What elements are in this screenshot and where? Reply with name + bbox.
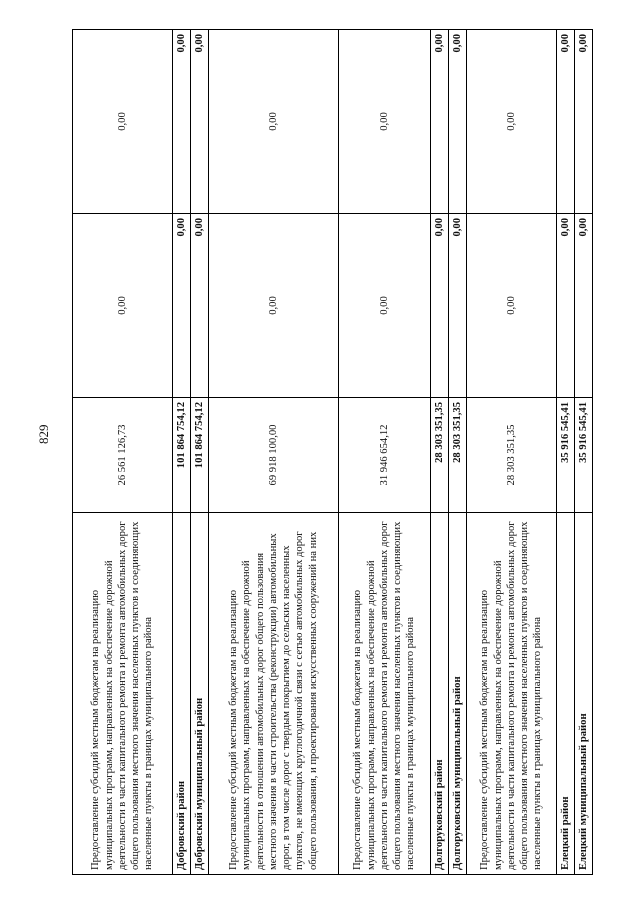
row-value-3: 0,00 <box>339 30 431 214</box>
page-number: 829 <box>36 424 51 444</box>
table-row <box>73 30 173 875</box>
row-value-3: 0,00 <box>173 30 191 214</box>
table-row <box>191 30 209 875</box>
table-row <box>209 30 339 875</box>
row-value-2: 0,00 <box>575 214 593 398</box>
row-value-1: 101 864 754,12 <box>173 398 191 513</box>
row-value-3: 0,00 <box>209 30 339 214</box>
budget-table <box>72 29 593 875</box>
table-row <box>173 30 191 875</box>
table-row <box>467 30 557 875</box>
row-value-2: 0,00 <box>449 214 467 398</box>
row-value-1: 69 918 100,00 <box>209 398 339 513</box>
row-value-3: 0,00 <box>431 30 449 214</box>
row-description: Предоставление субсидий местным бюджетам на реализацию муниципальных программ, направленных на обеспечение дорожной деятельности в части капитального ремонта и ремонта автомобильных дорог общего пользования местного значения населенных пунктов и соединяющих населенные пункты в границах муниципального района <box>339 513 431 875</box>
row-value-3: 0,00 <box>557 30 575 214</box>
rotated-table-container <box>72 30 589 875</box>
row-value-2: 0,00 <box>557 214 575 398</box>
row-value-1: 35 916 545,41 <box>557 398 575 513</box>
row-value-3: 0,00 <box>73 30 173 214</box>
row-value-1: 26 561 126,73 <box>73 398 173 513</box>
row-description: Елецкий муниципальный район <box>575 513 593 875</box>
row-value-1: 101 864 754,12 <box>191 398 209 513</box>
row-description: Предоставление субсидий местным бюджетам на реализацию муниципальных программ, направленных на обеспечение дорожной деятельности в части капитального ремонта и ремонта автомобильных дорог общего пользования местного значения населенных пунктов и соединяющих населенные пункты в границах муниципального района <box>467 513 557 875</box>
row-value-2: 0,00 <box>173 214 191 398</box>
row-description: Добровский район <box>173 513 191 875</box>
row-description: Долгоруковский район <box>431 513 449 875</box>
row-description: Предоставление субсидий местным бюджетам на реализацию муниципальных программ, направленных на обеспечение дорожной деятельности в части капитального ремонта и ремонта автомобильных дорог общего пользования местного значения населенных пунктов и соединяющих населенные пункты в границах муниципального района <box>73 513 173 875</box>
row-description: Предоставление субсидий местным бюджетам на реализацию муниципальных программ, направленных на обеспечение дорожной деятельности в отношении автомобильных дорог общего пользования местного значения в части строительства (реконструкции) автомобильных дорог, в том числе дорог с твердым покрытием до сельских населенных пунктов, не имеющих круглогодичной связи с сетью автомобильных дорог общего пользования, и проектирования искусственных сооружений на них <box>209 513 339 875</box>
table-row <box>575 30 593 875</box>
table-row <box>339 30 431 875</box>
row-value-3: 0,00 <box>191 30 209 214</box>
row-value-1: 35 916 545,41 <box>575 398 593 513</box>
row-value-1: 28 303 351,35 <box>467 398 557 513</box>
row-value-3: 0,00 <box>449 30 467 214</box>
row-value-1: 28 303 351,35 <box>449 398 467 513</box>
table-row <box>431 30 449 875</box>
table-row <box>557 30 575 875</box>
row-value-2: 0,00 <box>467 214 557 398</box>
row-description: Елецкий район <box>557 513 575 875</box>
row-value-3: 0,00 <box>467 30 557 214</box>
row-value-1: 31 946 654,12 <box>339 398 431 513</box>
row-value-1: 28 303 351,35 <box>431 398 449 513</box>
table-row <box>449 30 467 875</box>
row-value-2: 0,00 <box>209 214 339 398</box>
row-value-3: 0,00 <box>575 30 593 214</box>
row-description: Долгоруковский муниципальный район <box>449 513 467 875</box>
row-value-2: 0,00 <box>73 214 173 398</box>
row-value-2: 0,00 <box>339 214 431 398</box>
row-value-2: 0,00 <box>431 214 449 398</box>
row-value-2: 0,00 <box>191 214 209 398</box>
row-description: Добровский муниципальный район <box>191 513 209 875</box>
